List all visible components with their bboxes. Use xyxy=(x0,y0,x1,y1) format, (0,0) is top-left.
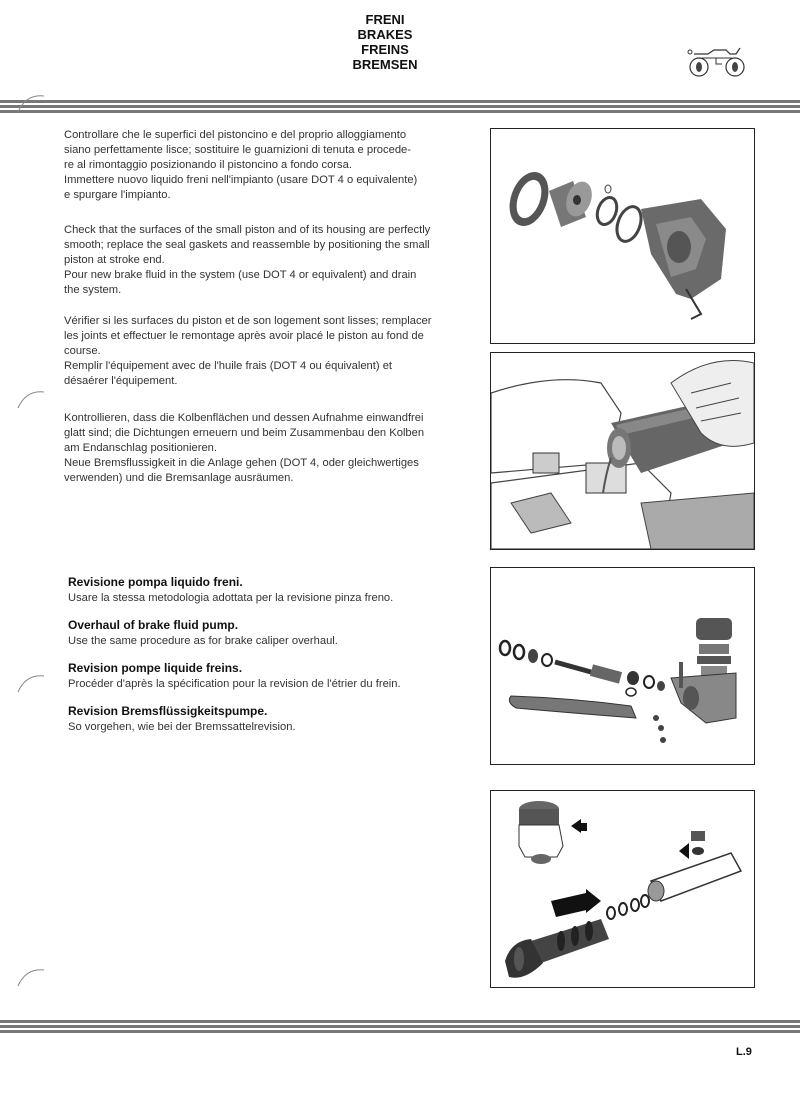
binder-hole-mark xyxy=(14,672,50,694)
intro-italian: Controllare che le superfici del pistoncino e del proprio alloggiamento siano perfettamente lisce; sostituire le guarnizioni di tenuta e procede- re al rimontaggio posizionando il pistoncino a fondo corsa. Immettere nuovo liquido freni nell'impianto (usare DOT 4 o equivalente) e spurgare l'impianto. xyxy=(64,129,418,201)
pump-revision-section xyxy=(68,575,478,747)
bottom-divider-band xyxy=(0,1018,800,1033)
binder-hole-mark xyxy=(14,92,50,114)
pump-title-german: Revision Bremsflüssigkeitspumpe. xyxy=(68,704,268,718)
title-de: BREMSEN xyxy=(352,57,418,72)
figure-caliper-piston xyxy=(490,128,755,344)
pump-title-english: Overhaul of brake fluid pump. xyxy=(68,618,239,632)
top-divider-band xyxy=(0,98,800,113)
pump-body-italian: Usare la stessa metodologia adottata per la revisione pinza freno. xyxy=(68,592,394,604)
figure-pump-exploded xyxy=(490,567,755,765)
pump-title-french: Revision pompe liquide freins. xyxy=(68,661,243,675)
binder-hole-mark xyxy=(14,966,50,988)
intro-text-block xyxy=(64,128,479,486)
intro-german: Kontrollieren, dass die Kolbenflächen und dessen Aufnahme einwandfrei glatt sind; die Dichtungen erneuern und beim Zusammenbau den Kolben am Endanschlag positionieren. Neue Bremsflussigkeit in die Anlage gehen (DOT 4, oder gleichwertiges verwenden) und die Bremsanlage ausräumen. xyxy=(64,412,425,484)
title-it: FRENI xyxy=(365,12,405,27)
page-title xyxy=(300,12,470,72)
pump-body-french: Procéder d'après la spécification pour la revision de l'étrier du frein. xyxy=(68,678,401,690)
page-number: L.9 xyxy=(736,1046,752,1058)
figure-master-cylinder xyxy=(490,790,755,988)
intro-french: Vérifier si les surfaces du piston et de son logement sont lisses; remplacer les joints et effectuer le remontage après avoir placé le piston au fond de course. Remplir l'équipement avec de l'huile frais (DOT 4 ou équivalent) et désaérer l'équipement. xyxy=(64,315,432,387)
binder-hole-mark xyxy=(14,388,50,410)
title-en: BRAKES xyxy=(357,27,413,42)
motorcycle-icon xyxy=(686,44,748,78)
pump-body-english: Use the same procedure as for brake caliper overhaul. xyxy=(68,635,338,647)
intro-english: Check that the surfaces of the small piston and of its housing are perfectly smooth; replace the seal gaskets and reassemble by positioning the small piston at stroke end. Pour new brake fluid in the system (use DOT 4 or equivalent) and drain the system. xyxy=(64,224,431,296)
title-fr: FREINS xyxy=(361,42,409,57)
figure-pouring-fluid xyxy=(490,352,755,550)
pump-body-german: So vorgehen, wie bei der Bremssattelrevision. xyxy=(68,721,296,733)
pump-title-italian: Revisione pompa liquido freni. xyxy=(68,575,243,589)
